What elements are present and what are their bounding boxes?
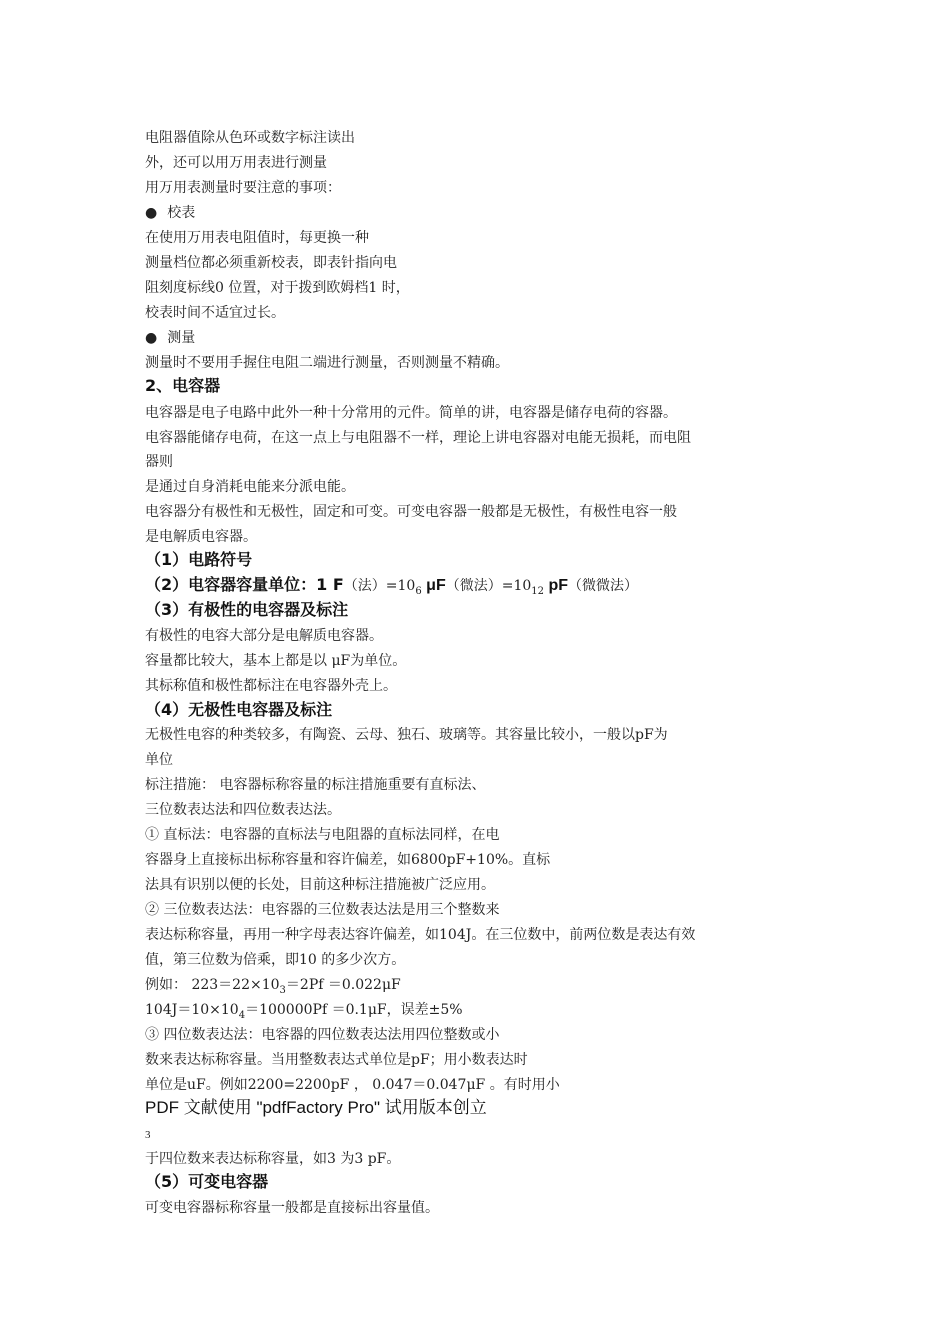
example-exp: 4 xyxy=(238,1009,246,1021)
bullet-item xyxy=(145,328,195,348)
text-line: 阻刻度标线0 位置，对于拨到欧姆档1 时， xyxy=(145,280,410,296)
subsection-heading: （5）可变电容器 xyxy=(145,1172,269,1191)
unit-heading: （2）电容器容量单位： xyxy=(145,575,317,594)
text-line: 电阻器值除从色环或数字标注读出 xyxy=(145,130,355,146)
bullet-item xyxy=(145,203,195,223)
text-line: 单位是uF。例如2200=2200pF ， 0.047＝0.047μF 。有时用小 xyxy=(145,1077,560,1093)
text-line: 三位数表达法和四位数表达法。 xyxy=(145,802,341,818)
text-line: 外，还可以用万用表进行测量 xyxy=(145,155,327,171)
text-line: 是通过自身消耗电能来分派电能。 xyxy=(145,479,355,495)
example-part: 104J＝10×10 xyxy=(145,1002,239,1018)
pdf-watermark-text: PDF 文献使用 "pdfFactory Pro" 试用版本创立 xyxy=(145,1098,487,1117)
text-line: 法具有识别以便的长处，目前这种标注措施被广泛应用。 xyxy=(145,877,495,893)
text-line: 测量档位都必须重新校表，即表针指向电 xyxy=(145,255,397,271)
text-line: 容器身上直接标出标称容量和容许偏差，如6800pF+10%。直标 xyxy=(145,852,551,868)
text-line: 可变电容器标称容量一般都是直接标出容量值。 xyxy=(145,1200,439,1216)
unit-exp: 6 xyxy=(415,585,422,597)
text-line: ② 三位数表达法：电容器的三位数表达法是用三个整数来 xyxy=(145,902,500,918)
bullet-label: 校表 xyxy=(167,205,196,221)
text-line: 容量都比较大，基本上都是以 μF为单位。 xyxy=(145,653,407,669)
unit-text: （微法）=10 xyxy=(445,578,532,594)
bullet-icon: ● xyxy=(145,205,158,221)
example-line xyxy=(145,975,401,1001)
unit-line xyxy=(145,575,638,602)
text-line: 是电解质电容器。 xyxy=(145,529,257,545)
text-line: 电容器是电子电路中此外一种十分常用的元件。简单的讲，电容器是储存电荷的容器。 xyxy=(145,405,677,421)
unit-uf: μF xyxy=(421,577,446,594)
text-line: 标注措施： 电容器标称容量的标注措施重要有直标法、 xyxy=(145,777,486,793)
text-line: 表达标称容量，再用一种字母表达容许偏差，如104J。在三位数中，前两位数是表达有效 xyxy=(145,927,696,943)
text-line: 无极性电容的种类较多，有陶瓷、云母、独石、玻璃等。其容量比较小，一般以pF为 xyxy=(145,727,668,743)
unit-farad: 1 F xyxy=(316,575,344,594)
example-part: 例如： 223＝22×10 xyxy=(145,977,280,993)
text-line: 电容器能储存电荷，在这一点上与电阻器不一样，理论上讲电容器对电能无损耗，而电阻 xyxy=(145,430,691,446)
text-line: 在使用万用表电阻值时，每更换一种 xyxy=(145,230,369,246)
unit-exp: 12 xyxy=(531,585,544,597)
text-line: 单位 xyxy=(145,752,173,768)
example-line xyxy=(145,1000,463,1026)
bullet-label: 测量 xyxy=(167,330,196,346)
subsection-heading: （1）电路符号 xyxy=(145,550,253,569)
text-line: ③ 四位数表达法：电容器的四位数表达法用四位整数或小 xyxy=(145,1027,500,1043)
text-line: 校表时间不适宜过长。 xyxy=(145,305,285,321)
text-line: 电容器分有极性和无极性，固定和可变。可变电容器一般都是无极性，有极性电容一般 xyxy=(145,504,677,520)
example-part: ＝2Pf ＝0.022μF xyxy=(285,977,401,993)
subsection-heading: （4）无极性电容器及标注 xyxy=(145,700,333,719)
unit-text: （法）=10 xyxy=(343,578,416,594)
unit-text: （微微法） xyxy=(568,578,638,594)
section-heading: 2、电容器 xyxy=(145,376,221,395)
text-line: 有极性的电容大部分是电解质电容器。 xyxy=(145,628,383,644)
unit-pf: pF xyxy=(544,577,568,594)
text-line: ① 直标法：电容器的直标法与电阻器的直标法同样，在电 xyxy=(145,827,500,843)
text-line: 用万用表测量时要注意的事项： xyxy=(145,180,341,196)
subsection-heading: （3）有极性的电容器及标注 xyxy=(145,600,349,619)
text-line: 值，第三位数为倍乘，即10 的多少次方。 xyxy=(145,952,406,968)
bullet-icon: ● xyxy=(145,330,158,346)
text-line: 数来表达标称容量。当用整数表达式单位是pF；用小数表达时 xyxy=(145,1052,528,1068)
example-exp: 3 xyxy=(279,984,286,996)
example-part: ＝100000Pf ＝0.1μF，误差±5% xyxy=(245,1002,463,1018)
text-line: 其标称值和极性都标注在电容器外壳上。 xyxy=(145,678,397,694)
text-line: 测量时不要用手握住电阻二端进行测量，否则测量不精确。 xyxy=(145,355,509,371)
text-line: 器则 xyxy=(145,454,173,470)
text-line: 于四位数来表达标称容量，如3 为3 pF。 xyxy=(145,1151,401,1167)
page-number: 3 xyxy=(145,1129,151,1141)
